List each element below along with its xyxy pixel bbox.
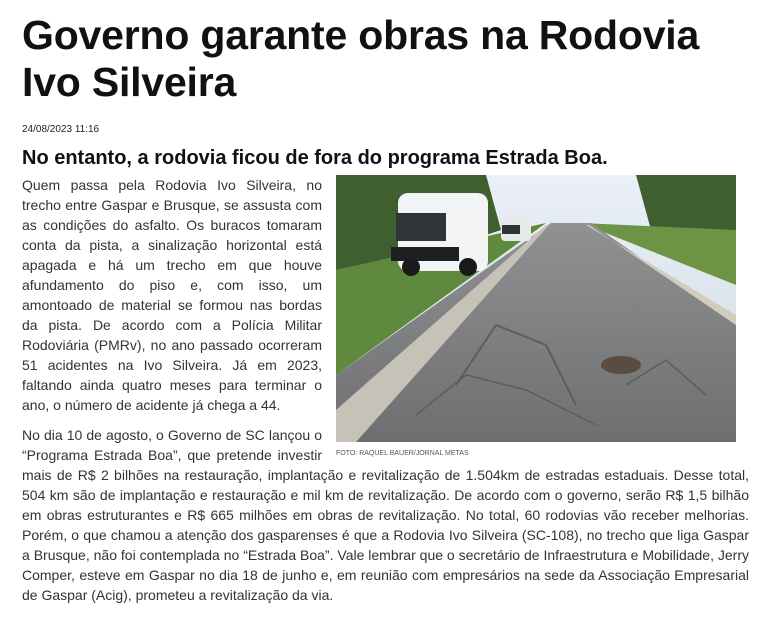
road-photo-icon [336, 175, 736, 442]
article-paragraph: No dia 10 de agosto, o Governo de SC lançou o “Programa Estrada Boa”, que pretende investir mais de R$ 2 bilhões na restauração, implantação e revitalização de 1.504km de estradas estaduais. Desse total, 504 km são de implantação e restauração e mil km de revitalização. De acordo com o governo, serão R$ 1,5 bilhão em obras estruturantes e R$ 665 milhões em obras de revitalização. No total, 60 rodovias vão receber melhorias. Porém, o que chamou a atenção dos gasparenses é que a Rodovia Ivo Silveira (SC-108), no trecho que liga Gaspar a Brusque, não foi contemplada no “Estrada Boa”. Vale lembrar que o secretário de Infraestrutura e Mobilidade, Jerry Comper, esteve em Gaspar no dia 18 de junho e, em reunião com empresários na sede da Associação Empresarial de Gaspar (Acig), prometeu a revitalização da via. [22, 427, 749, 603]
publish-timestamp: 24/08/2023 11:16 [22, 124, 100, 135]
photo-caption: FOTO: RAQUEL BAUER/JORNAL METAS [336, 450, 469, 457]
article-body [22, 175, 749, 605]
article-subtitle: No entanto, a rodovia ficou de fora do programa Estrada Boa. [22, 147, 608, 169]
article-paragraph: Quem passa pela Rodovia Ivo Silveira, no trecho entre Gaspar e Brusque, se assusta com as condições do asfalto. Os buracos tomaram conta da pista, a sinalização horizontal está apagada e há um trecho em que houve afundamento do piso e, com isso, um amontoado de material se formou nas bordas da pista. De acordo com a Polícia Militar Rodoviária (PMRv), no ano passado ocorreram 51 acidentes na Ivo Silveira. Já em 2023, faltando ainda quatro meses para terminar o ano, o número de acidente já chega a 44. [22, 177, 322, 413]
article-figure [336, 175, 736, 459]
article-headline: Governo garante obras na Rodovia Ivo Silveira [22, 12, 700, 105]
